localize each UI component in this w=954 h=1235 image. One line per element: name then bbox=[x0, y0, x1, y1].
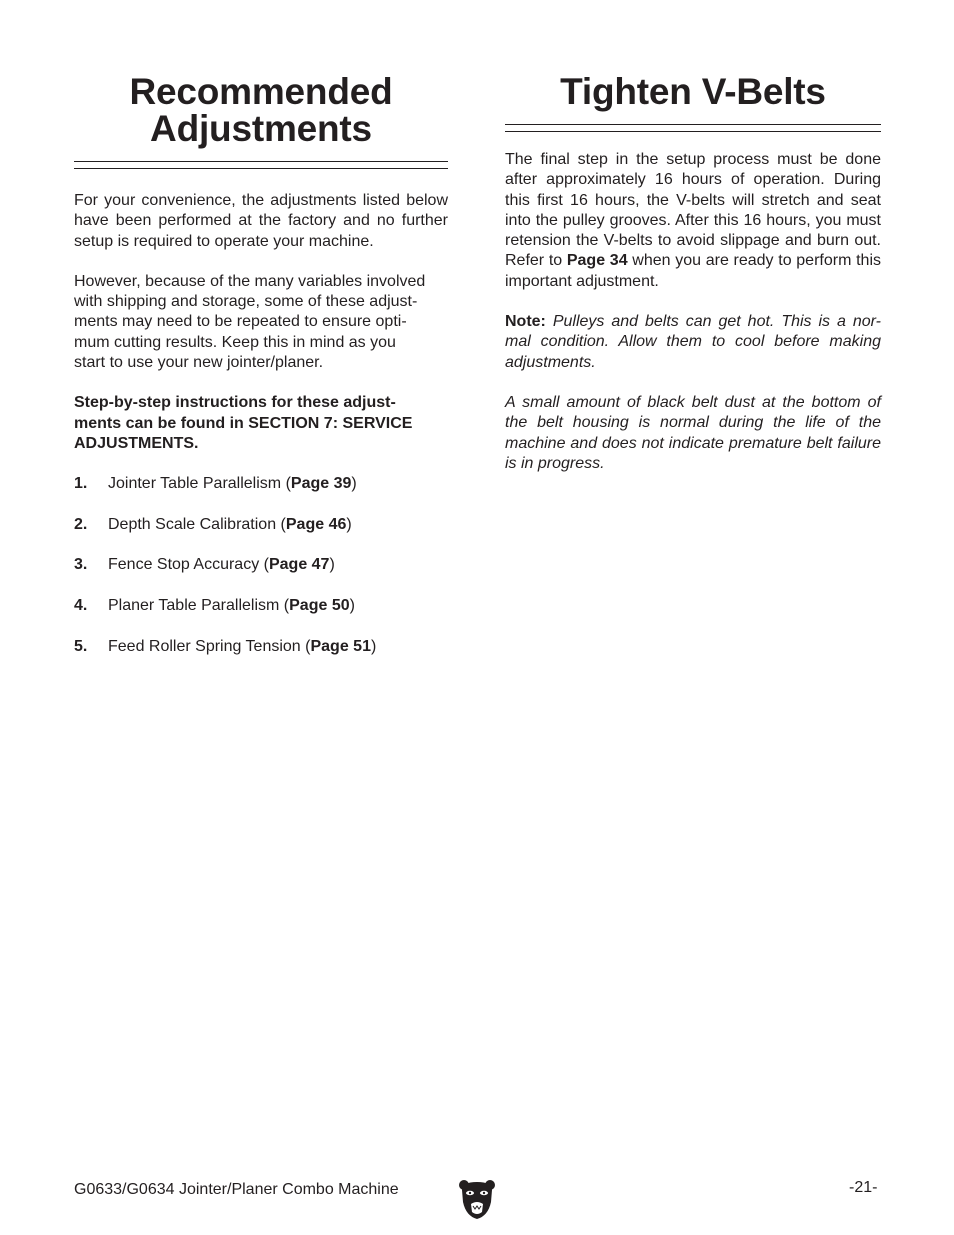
title-rule-left bbox=[74, 161, 448, 169]
bear-head-icon bbox=[458, 1178, 496, 1220]
page-number: -21- bbox=[849, 1179, 878, 1196]
item-text: Jointer Table Parallelism (Page 39) bbox=[108, 475, 357, 493]
item-text: Depth Scale Calibration (Page 46) bbox=[108, 515, 352, 533]
right-column bbox=[505, 70, 881, 474]
list-item bbox=[74, 555, 448, 575]
footer-model: G0633/G0634 Jointer/Planer Combo Machine bbox=[74, 1181, 399, 1198]
list-item bbox=[74, 637, 448, 657]
item-number: 4. bbox=[74, 597, 88, 615]
page-reference: Page 50 bbox=[289, 597, 350, 615]
note-paragraph bbox=[505, 312, 881, 373]
item-number: 1. bbox=[74, 475, 88, 493]
section-title-tighten-v-belts: Tighten V-Belts bbox=[560, 71, 826, 112]
list-item bbox=[74, 474, 448, 494]
item-number: 5. bbox=[74, 637, 88, 655]
page-reference: Page 39 bbox=[290, 475, 352, 493]
left-column bbox=[74, 70, 448, 677]
item-number: 3. bbox=[74, 556, 88, 574]
note-label: Note: bbox=[505, 313, 546, 331]
v-belt-paragraph: The final step in the setup process must be done after approximately 16 hours of operation. During this first 16 hours, the V-belts will stretch and seat into the pulley grooves. After this 16 hours, you must retension the V-belts to avoid slippage and burn out. Refer to Page 34 when you are ready to perform this important adjustment. bbox=[505, 151, 882, 290]
adjustment-list bbox=[74, 474, 448, 657]
title-rule-right bbox=[505, 124, 881, 132]
title-line-2: Adjustments bbox=[150, 108, 372, 149]
item-text: Fence Stop Accuracy (Page 47) bbox=[108, 556, 335, 574]
title-line-1: Recommended bbox=[129, 71, 393, 112]
note-text: Pulleys and belts can get hot. This is a nor-mal condition. Allow them to cool before making adjustments. bbox=[505, 313, 881, 371]
item-text: Planer Table Parallelism (Page 50) bbox=[108, 597, 355, 615]
item-text: Feed Roller Spring Tension (Page 51) bbox=[108, 637, 377, 655]
page-reference: Page 47 bbox=[268, 556, 330, 574]
list-item bbox=[74, 515, 448, 535]
item-number: 2. bbox=[74, 515, 88, 533]
variables-paragraph: However, because of the many variables involved with shipping and storage, some of these adjust- ments may need to be repeated to ensure opti- mum cutting results. Keep this in mind as you start to use your new jointer/planer. bbox=[74, 272, 426, 372]
page-reference: Page 34 bbox=[566, 252, 628, 270]
belt-dust-paragraph: A small amount of black belt dust at the bottom of the belt housing is normal during the life of the machine and does not indicate premature belt failure is in progress. bbox=[505, 393, 881, 472]
section-title-recommended-adjustments bbox=[74, 70, 448, 147]
list-item bbox=[74, 596, 448, 616]
intro-paragraph: For your convenience, the adjustments listed below have been performed at the factory and no further setup is required to operate your machine. bbox=[74, 192, 448, 250]
page-reference: Page 51 bbox=[310, 637, 371, 655]
page-reference: Page 46 bbox=[285, 515, 347, 533]
instructions-reference-paragraph: Step-by-step instructions for these adjust- ments can be found in SECTION 7: SERVICE ADJUSTMENTS. bbox=[74, 394, 413, 452]
